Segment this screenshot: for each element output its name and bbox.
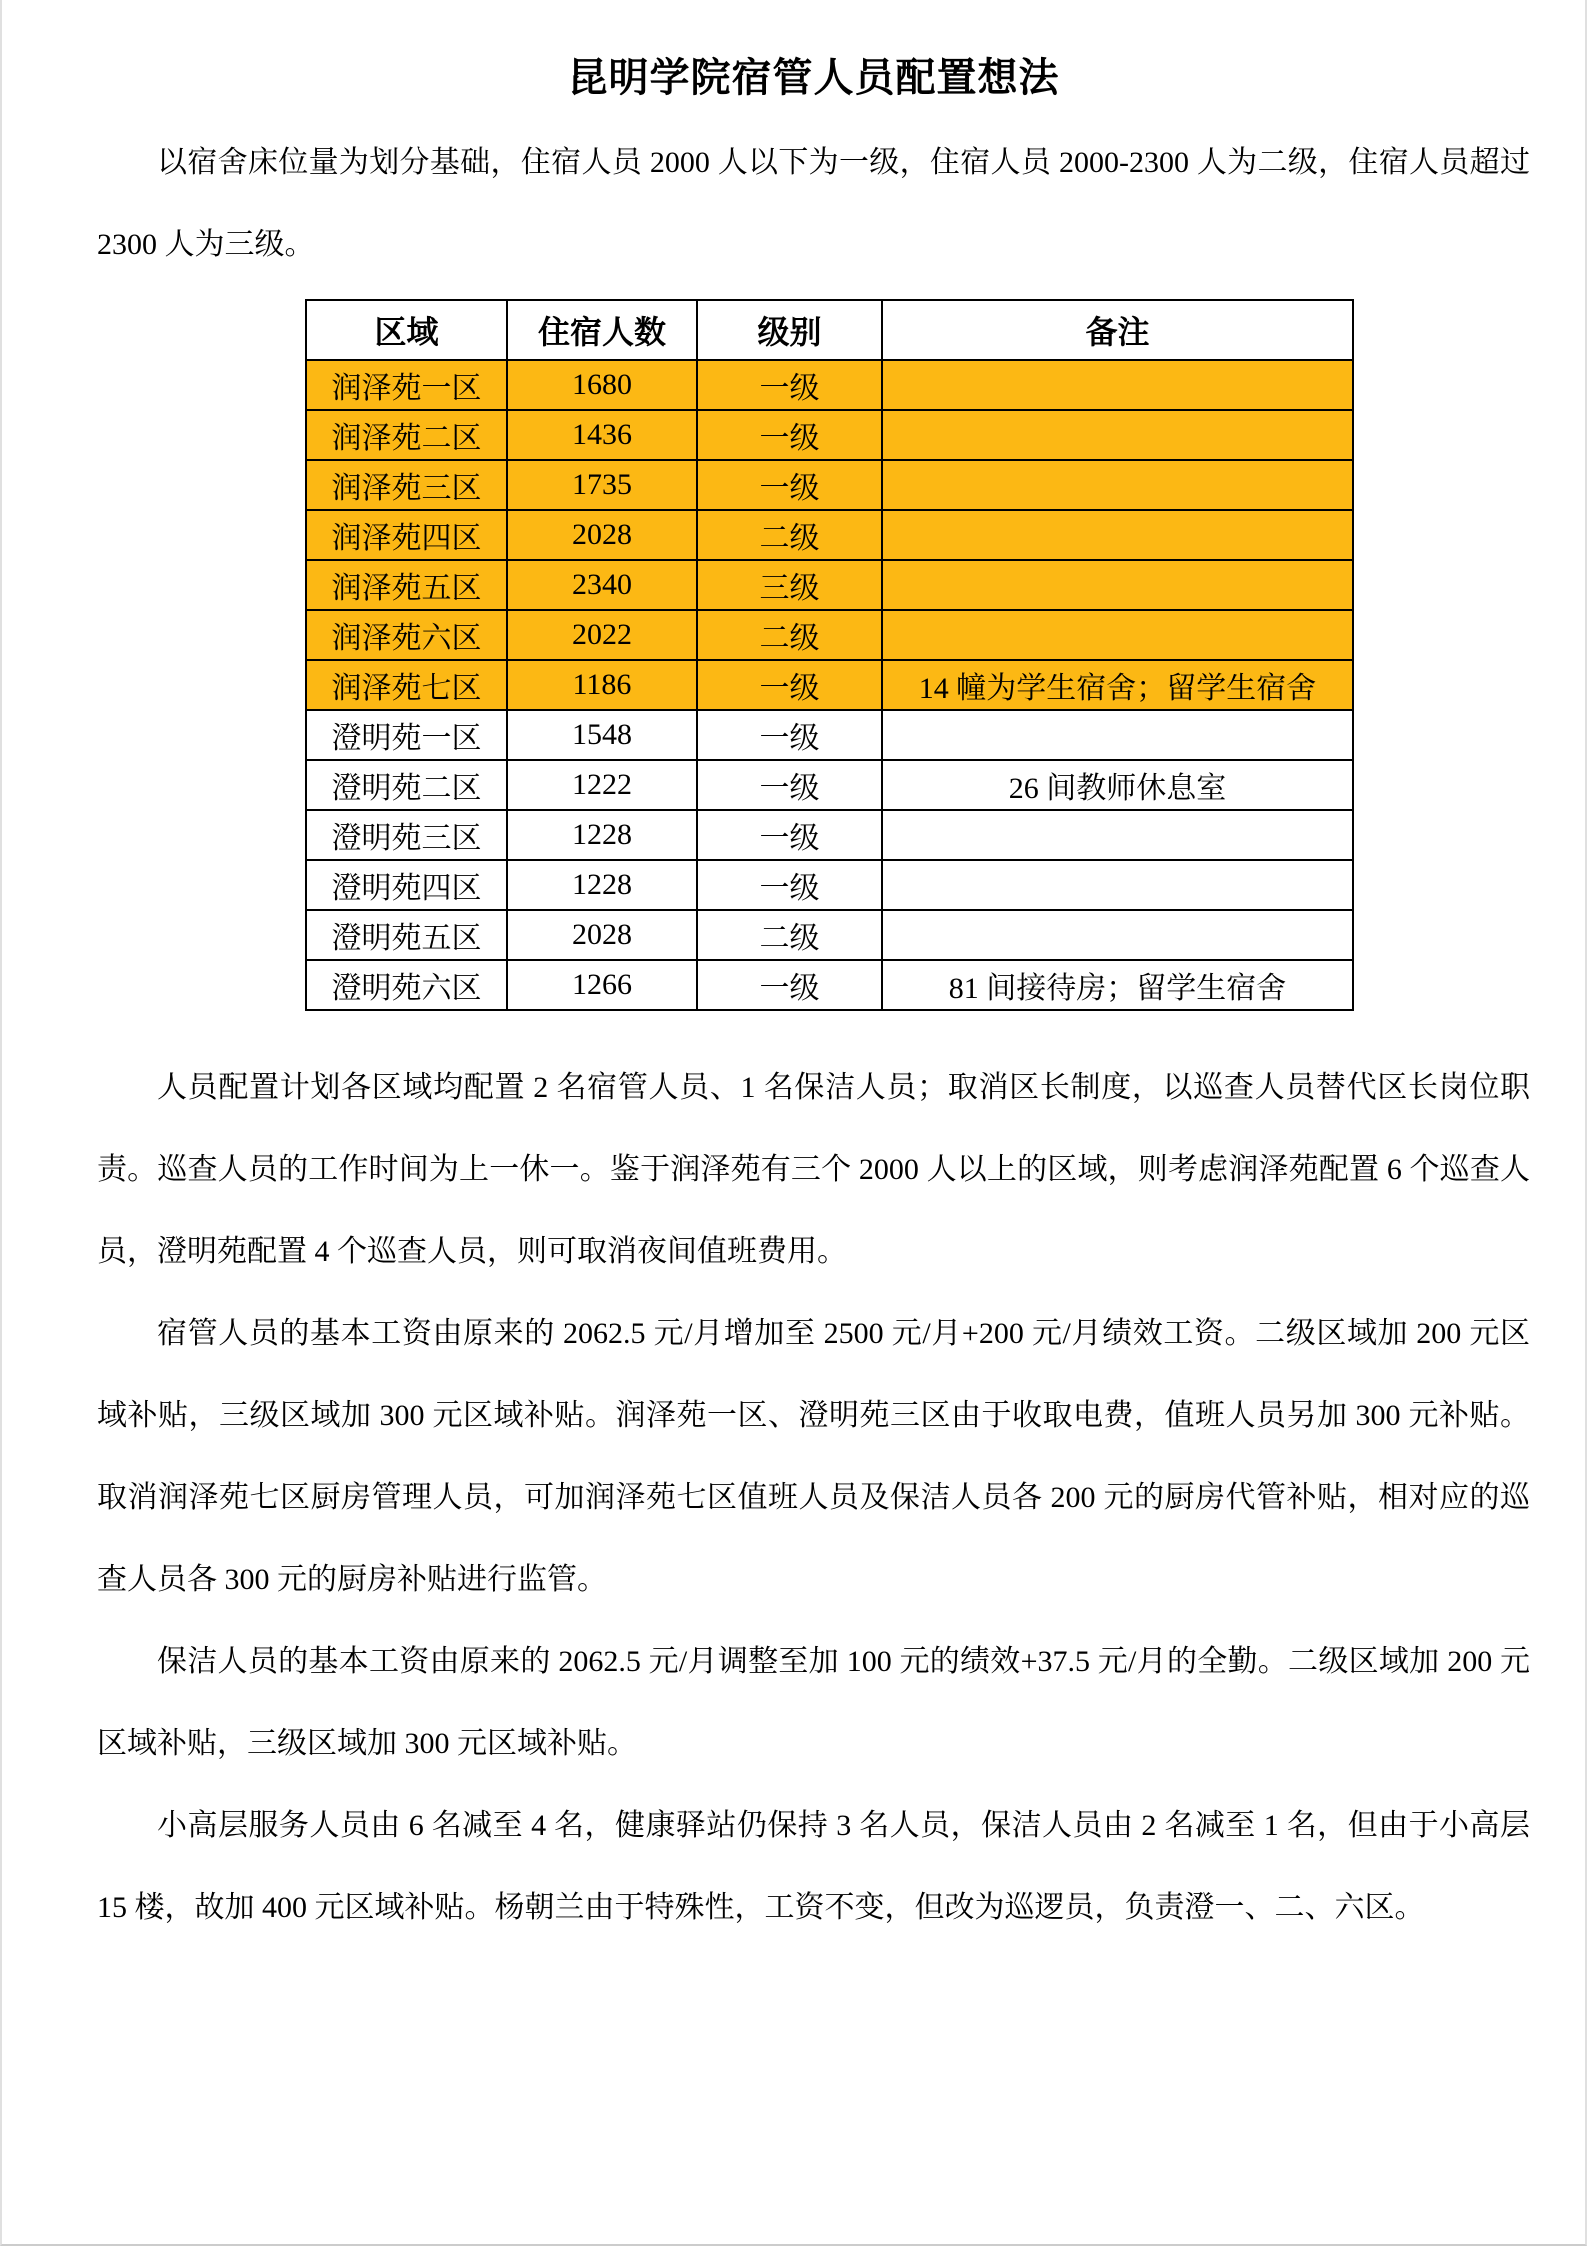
region-cell: 润泽苑五区 <box>306 560 507 610</box>
staffing-plan-paragraph: 人员配置计划各区域均配置 2 名宿管人员、1 名保洁人员；取消区长制度，以巡查人员替代区长岗位职责。巡查人员的工作时间为上一休一。鉴于润泽苑有三个 2000 人以上的区域，则考虑润泽苑配置 6 个巡查人员，澄明苑配置 4 个巡查人员，则可取消夜间值班费用。 <box>97 1071 1530 1268</box>
note-cell <box>882 910 1353 960</box>
region-cell: 润泽苑二区 <box>306 410 507 460</box>
note-cell <box>882 560 1353 610</box>
note-cell <box>882 360 1353 410</box>
level-cell: 一级 <box>697 860 882 910</box>
occupancy-cell: 2340 <box>507 560 697 610</box>
table-row <box>306 910 1353 960</box>
region-cell: 澄明苑六区 <box>306 960 507 1010</box>
occupancy-cell: 1228 <box>507 810 697 860</box>
note-cell <box>882 710 1353 760</box>
region-cell: 澄明苑三区 <box>306 810 507 860</box>
level-cell: 一级 <box>697 660 882 710</box>
dorm-occupancy-table <box>305 299 1354 1011</box>
region-cell: 澄明苑五区 <box>306 910 507 960</box>
note-cell <box>882 510 1353 560</box>
table-row <box>306 760 1353 810</box>
table-row <box>306 560 1353 610</box>
occupancy-cell: 1735 <box>507 460 697 510</box>
note-cell <box>882 410 1353 460</box>
occupancy-cell: 2022 <box>507 610 697 660</box>
intro-paragraph: 以宿舍床位量为划分基础，住宿人员 2000 人以下为一级，住宿人员 2000-2300 人为二级，住宿人员超过 2300 人为三级。 <box>97 146 1530 261</box>
table-row <box>306 660 1353 710</box>
level-cell: 一级 <box>697 710 882 760</box>
region-cell: 澄明苑二区 <box>306 760 507 810</box>
occupancy-cell: 1680 <box>507 360 697 410</box>
note-cell <box>882 460 1353 510</box>
occupancy-cell: 1266 <box>507 960 697 1010</box>
cleaner-salary-paragraph: 保洁人员的基本工资由原来的 2062.5 元/月调整至加 100 元的绩效+37.5 元/月的全勤。二级区域加 200 元区域补贴，三级区域加 300 元区域补贴。 <box>97 1645 1530 1760</box>
table-row <box>306 410 1353 460</box>
occupancy-cell: 1436 <box>507 410 697 460</box>
table-row <box>306 860 1353 910</box>
col-header-region: 区域 <box>306 300 507 360</box>
occupancy-cell: 2028 <box>507 910 697 960</box>
table-row <box>306 960 1353 1010</box>
level-cell: 一级 <box>697 960 882 1010</box>
note-cell <box>882 810 1353 860</box>
note-cell: 26 间教师休息室 <box>882 760 1353 810</box>
table-row <box>306 810 1353 860</box>
level-cell: 一级 <box>697 460 882 510</box>
level-cell: 二级 <box>697 510 882 560</box>
note-cell <box>882 860 1353 910</box>
level-cell: 一级 <box>697 810 882 860</box>
level-cell: 一级 <box>697 360 882 410</box>
level-cell: 三级 <box>697 560 882 610</box>
level-cell: 二级 <box>697 610 882 660</box>
region-cell: 润泽苑一区 <box>306 360 507 410</box>
highrise-staff-paragraph: 小高层服务人员由 6 名减至 4 名，健康驿站仍保持 3 名人员，保洁人员由 2 名减至 1 名，但由于小高层 15 楼，故加 400 元区域补贴。杨朝兰由于特殊性，工资不变，但改为巡逻员，负责澄一、二、六区。 <box>97 1809 1530 1924</box>
occupancy-cell: 2028 <box>507 510 697 560</box>
document-page <box>2 0 1585 1949</box>
occupancy-cell: 1186 <box>507 660 697 710</box>
level-cell: 二级 <box>697 910 882 960</box>
dorm-manager-salary-paragraph: 宿管人员的基本工资由原来的 2062.5 元/月增加至 2500 元/月+200 元/月绩效工资。二级区域加 200 元区域补贴，三级区域加 300 元区域补贴。润泽苑一区、澄明苑三区由于收取电费，值班人员另加 300 元补贴。取消润泽苑七区厨房管理人员，可加润泽苑七区值班人员及保洁人员各 200 元的厨房代管补贴，相对应的巡查人员各 300 元的厨房补贴进行监管。 <box>97 1317 1530 1596</box>
table-row <box>306 610 1353 660</box>
note-cell: 81 间接待房；留学生宿舍 <box>882 960 1353 1010</box>
note-cell: 14 幢为学生宿舍；留学生宿舍 <box>882 660 1353 710</box>
table-row <box>306 510 1353 560</box>
occupancy-cell: 1228 <box>507 860 697 910</box>
document-title: 昆明学院宿管人员配置想法 <box>567 55 1060 100</box>
col-header-note: 备注 <box>882 300 1353 360</box>
region-cell: 澄明苑一区 <box>306 710 507 760</box>
table-row <box>306 710 1353 760</box>
dorm-table-body <box>306 360 1353 1010</box>
col-header-level: 级别 <box>697 300 882 360</box>
region-cell: 润泽苑四区 <box>306 510 507 560</box>
level-cell: 一级 <box>697 410 882 460</box>
occupancy-cell: 1548 <box>507 710 697 760</box>
col-header-occupancy: 住宿人数 <box>507 300 697 360</box>
table-row <box>306 460 1353 510</box>
table-row <box>306 360 1353 410</box>
table-head <box>306 300 1353 360</box>
occupancy-cell: 1222 <box>507 760 697 810</box>
region-cell: 润泽苑七区 <box>306 660 507 710</box>
table-header-row <box>306 300 1353 360</box>
region-cell: 润泽苑六区 <box>306 610 507 660</box>
note-cell <box>882 610 1353 660</box>
level-cell: 一级 <box>697 760 882 810</box>
region-cell: 润泽苑三区 <box>306 460 507 510</box>
region-cell: 澄明苑四区 <box>306 860 507 910</box>
